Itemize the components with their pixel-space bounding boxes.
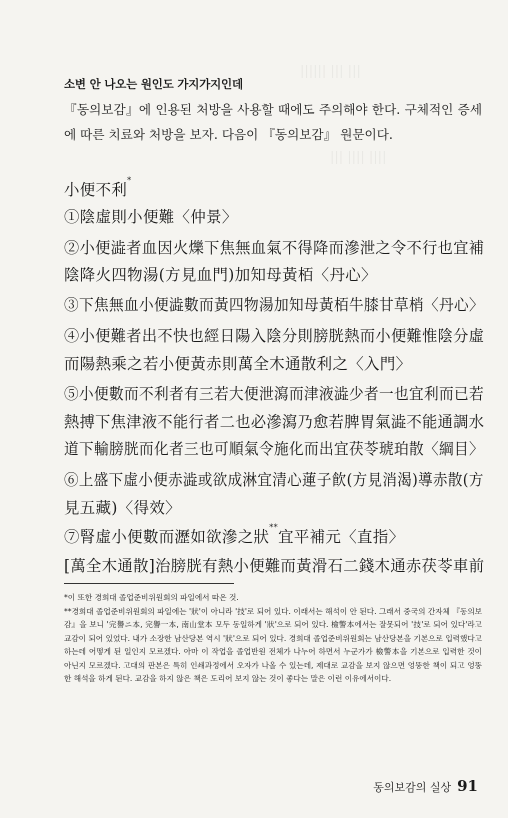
classical-line: 小便不利*: [64, 176, 132, 199]
classical-line: ⑤小便數而不利者有三若大便泄瀉而津液澁少者一也宜利而已若: [64, 385, 485, 403]
classical-line: ④小便難者出不快也經日陽入陰分則膀胱熱而小便難惟陰分虛: [64, 327, 485, 345]
footnote: **경희대 졸업준비위원회의 파일에는 '狀'이 아니라 '技'로 되어 있다. 이래서는 해석이 안 된다. 그래서 중국의 간자체 『동의보감』을 보니 '完譽ニ本, 完譽一本, 南山堂本 모두 동일하게 '狀'으로 되어 있다. 檢警本에서는 잘못되어 '技'로 되어 있다'라고 교감이 되어 있었다. 내가 소장한 남산당본 역시 '狀'으로 되어 있다. 경희대 졸업준비위원회는 남산당본을 기본으로 입력했다고 하는데 어떻게 된 일인지 모르겠다. 아마 이 작업을 졸업반원 전체가 나누어 하면서 누군가가 檢警本을 기본으로 입력한 것이 아닌지 모르겠다. 고대의 판본은 특히 인쇄과정에서 오자가 나올 수 있는데, 제대로 교감을 보지 않으면 엉뚱한 책이 되고 엉뚱한 해석을 하게 된다. 교감을 하지 않은 책은 도리어 보지 않는 것이 좋다는 말은 이런 이유에서이다.: [64, 606, 482, 683]
classical-line: 熱搏下焦津液不能行者二也必滲瀉乃愈若脾胃氣澁不能通調水: [64, 413, 485, 431]
classical-line: 而陽熱乘之若小便黃赤則萬全木通散利之〈入門〉: [64, 355, 412, 373]
classical-line: ②小便澁者血因火爍下焦無血氣不得降而滲泄之令不行也宜補: [64, 239, 485, 257]
classical-line: [萬全木通散]治膀胱有熱小便難而黃滑石二錢木通赤茯苓車前: [64, 557, 485, 575]
footnote-mark: **: [269, 523, 279, 532]
section-heading: 소변 안 나오는 원인도 가지가지인데: [64, 77, 243, 91]
classical-line: 見五藏)〈得效〉: [64, 499, 181, 517]
footnotes: [64, 591, 482, 686]
footnote-mark: *: [127, 176, 132, 185]
show-through-text: |||||| ||| |||: [300, 64, 361, 79]
classical-line: 道下輸膀胱而化者三也可順氣令施化而出宜茯苓琥珀散〈綱目〉: [64, 440, 485, 458]
classical-line: ⑦腎虛小便數而瀝如欲滲之狀**宜平補元〈直指〉: [64, 523, 405, 546]
intro-paragraph: 『동의보감』에 인용된 처방을 사용할 때에도 주의해야 한다. 구체적인 증세에 따른 치료와 처방을 보자. 다음이 『동의보감』 원문이다.: [64, 102, 482, 142]
running-title: 동의보감의 실상: [373, 781, 452, 794]
page-number: 91: [457, 777, 478, 795]
footnote: *이 또한 경희대 졸업준비위원회의 파일에서 따온 것.: [64, 593, 239, 602]
classical-line: ①陰虛則小便難〈仲景〉: [64, 208, 238, 226]
footnote-divider: [64, 583, 234, 584]
classical-line: ③下焦無血小便澁數而黃四物湯加知母黃栢牛膝甘草梢〈丹心〉: [64, 296, 485, 314]
classical-line: 陰降火四物湯(方見血門)加知母黃栢〈丹心〉: [64, 266, 377, 284]
show-through-text: ||| |||| ||||: [330, 150, 387, 165]
classical-line: ⑥上盛下虛小便赤澁或欲成淋宜清心蓮子飮(方見消渴)導赤散(方: [64, 471, 484, 489]
running-footer: [373, 777, 478, 795]
